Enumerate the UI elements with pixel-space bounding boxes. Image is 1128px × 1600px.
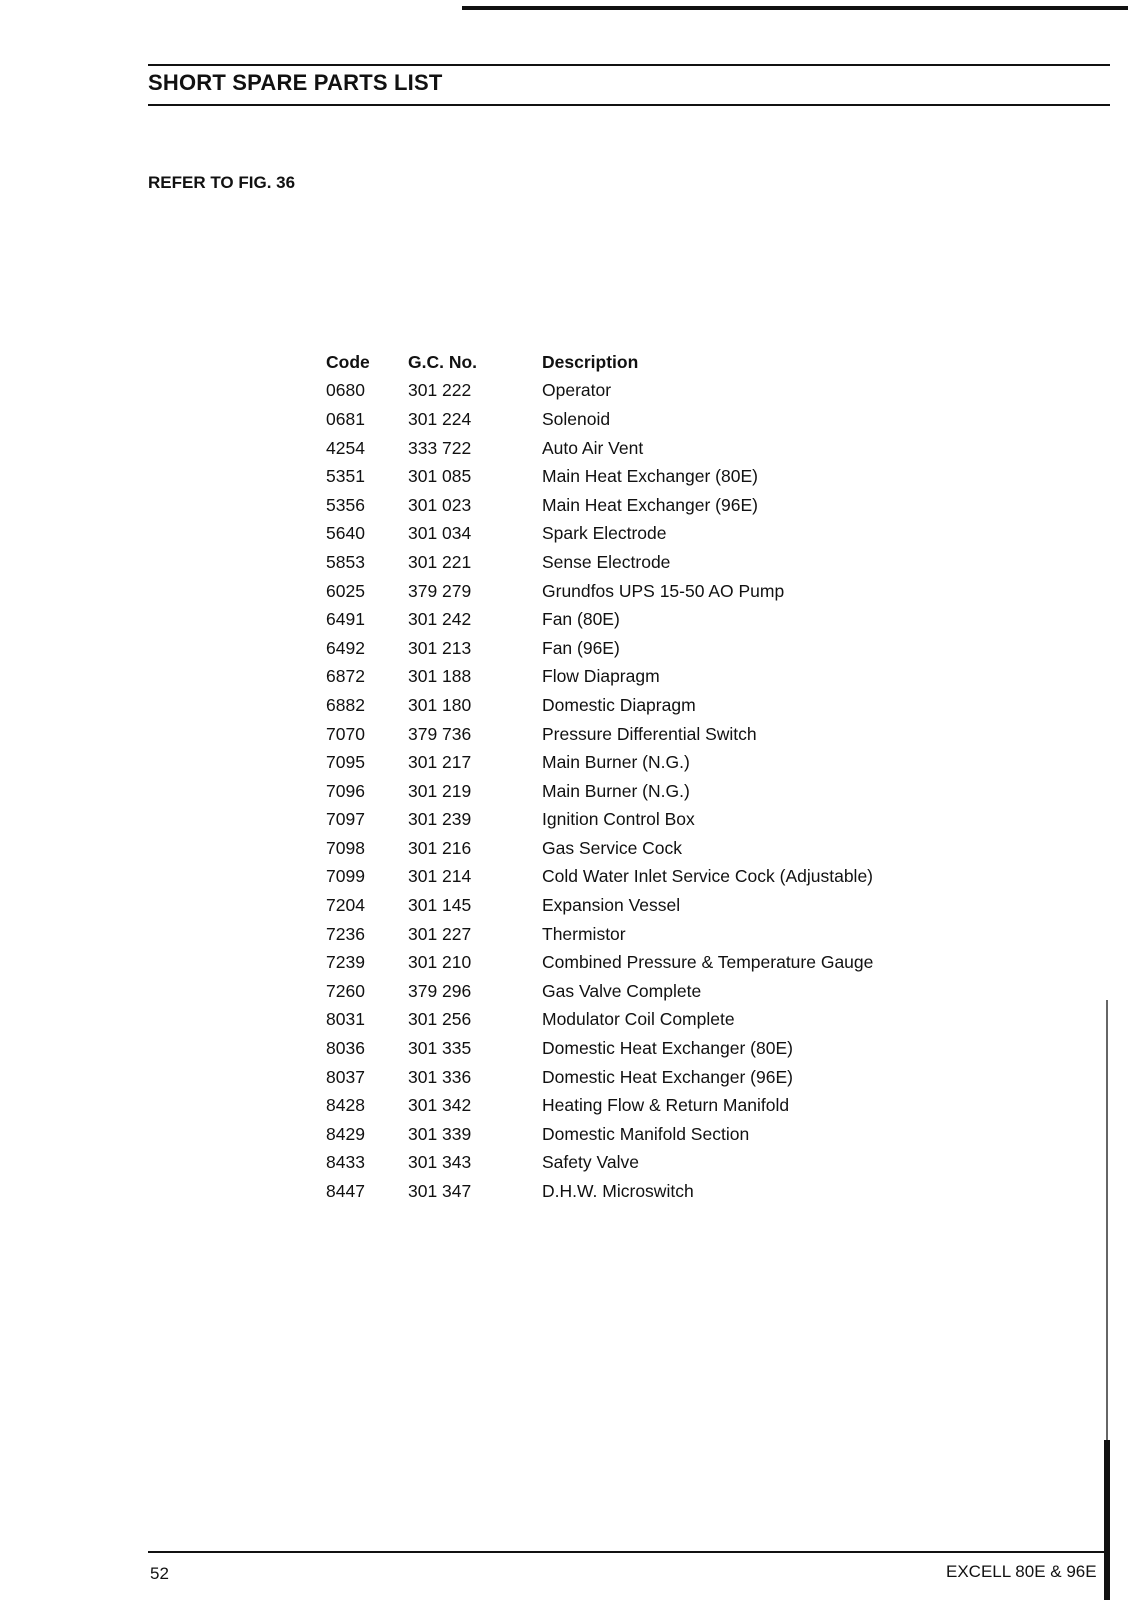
cell-description: Main Heat Exchanger (80E)	[542, 466, 758, 487]
cell-code: 7096	[326, 780, 365, 801]
cell-description: Safety Valve	[542, 1152, 639, 1173]
cell-gc-no: 379 736	[408, 723, 472, 744]
cell-code: 8429	[326, 1123, 365, 1144]
cell-gc-no: 301 217	[408, 752, 472, 773]
cell-gc-no: 301 224	[408, 408, 472, 429]
table-row	[326, 434, 922, 463]
cell-code: 6492	[326, 637, 365, 658]
cell-description: Flow Diapragm	[542, 666, 660, 687]
cell-description: Domestic Heat Exchanger (80E)	[542, 1038, 793, 1059]
column-header-description: Description	[542, 351, 639, 372]
cell-description: Ignition Control Box	[542, 809, 695, 830]
cell-code: 5351	[326, 466, 365, 487]
cell-description: Expansion Vessel	[542, 895, 681, 916]
cell-code: 8447	[326, 1181, 365, 1202]
table-row	[326, 777, 922, 806]
table-row	[326, 520, 922, 549]
cell-description: Gas Service Cock	[542, 837, 683, 858]
table-row	[326, 1063, 922, 1092]
cell-code: 6872	[326, 666, 365, 687]
cell-code: 7097	[326, 809, 365, 830]
cell-description: Heating Flow & Return Manifold	[542, 1095, 790, 1116]
table-row	[326, 977, 922, 1006]
title-rule-top	[148, 64, 1110, 66]
cell-gc-no: 301 221	[408, 551, 472, 572]
cell-description: Fan (96E)	[542, 637, 620, 658]
cell-description: Domestic Diapragm	[542, 694, 696, 715]
table-row	[326, 605, 922, 634]
cell-description: D.H.W. Microswitch	[542, 1181, 694, 1202]
table-row	[326, 920, 922, 949]
column-header-gc-no: G.C. No.	[408, 351, 478, 372]
cell-gc-no: 301 335	[408, 1038, 472, 1059]
footer-rule	[148, 1551, 1108, 1553]
cell-gc-no: 301 242	[408, 609, 472, 630]
cell-code: 8037	[326, 1066, 365, 1087]
cell-code: 8036	[326, 1038, 365, 1059]
title-rule-bottom	[148, 104, 1110, 106]
cell-code: 8433	[326, 1152, 365, 1173]
table-body	[326, 377, 922, 1206]
table-row	[326, 948, 922, 977]
cell-gc-no: 301 256	[408, 1009, 472, 1030]
table-row	[326, 691, 922, 720]
cell-gc-no: 301 213	[408, 637, 472, 658]
table-row	[326, 1091, 922, 1120]
cell-gc-no: 301 188	[408, 666, 472, 687]
table-row	[326, 863, 922, 892]
cell-description: Modulator Coil Complete	[542, 1009, 735, 1030]
table-row	[326, 891, 922, 920]
cell-description: Domestic Manifold Section	[542, 1123, 750, 1144]
table-row	[326, 462, 922, 491]
table-row	[326, 577, 922, 606]
cell-code: 7204	[326, 895, 365, 916]
cell-description: Fan (80E)	[542, 609, 620, 630]
cell-gc-no: 301 210	[408, 952, 472, 973]
spare-parts-table	[326, 348, 922, 1206]
cell-code: 6025	[326, 580, 365, 601]
cell-description: Main Burner (N.G.)	[542, 780, 690, 801]
cell-gc-no: 301 219	[408, 780, 472, 801]
cell-description: Grundfos UPS 15-50 AO Pump	[542, 580, 785, 601]
cell-code: 6882	[326, 694, 365, 715]
page-number: 52	[150, 1564, 169, 1583]
cell-code: 7236	[326, 923, 365, 944]
cell-description: Main Heat Exchanger (96E)	[542, 494, 758, 515]
figure-reference: REFER TO FIG. 36	[148, 173, 296, 192]
table-row	[326, 663, 922, 692]
cell-gc-no: 301 180	[408, 694, 472, 715]
table-row	[326, 377, 922, 406]
cell-description: Pressure Differential Switch	[542, 723, 757, 744]
cell-description: Sense Electrode	[542, 551, 671, 572]
cell-description: Gas Valve Complete	[542, 980, 702, 1001]
page-title: SHORT SPARE PARTS LIST	[148, 70, 443, 95]
cell-gc-no: 301 342	[408, 1095, 472, 1116]
table-row	[326, 1034, 922, 1063]
cell-gc-no: 301 339	[408, 1123, 472, 1144]
cell-gc-no: 301 239	[408, 809, 472, 830]
cell-code: 0681	[326, 408, 365, 429]
table-row	[326, 548, 922, 577]
column-header-code: Code	[326, 351, 370, 372]
scan-edge-mark	[1104, 1440, 1110, 1600]
cell-code: 7260	[326, 980, 365, 1001]
table-row	[326, 1149, 922, 1178]
cell-description: Spark Electrode	[542, 523, 667, 544]
cell-description: Main Burner (N.G.)	[542, 752, 690, 773]
cell-gc-no: 333 722	[408, 437, 472, 458]
top-rule	[462, 6, 1128, 10]
cell-code: 7099	[326, 866, 365, 887]
cell-code: 4254	[326, 437, 365, 458]
cell-code: 5853	[326, 551, 365, 572]
cell-description: Auto Air Vent	[542, 437, 644, 458]
cell-gc-no: 301 336	[408, 1066, 472, 1087]
cell-code: 7098	[326, 837, 365, 858]
cell-gc-no: 379 279	[408, 580, 472, 601]
table-row	[326, 720, 922, 749]
table-row	[326, 1006, 922, 1035]
cell-code: 5356	[326, 494, 365, 515]
cell-gc-no: 379 296	[408, 980, 472, 1001]
cell-code: 6491	[326, 609, 365, 630]
footer-model-name: EXCELL 80E & 96E	[946, 1562, 1097, 1581]
cell-description: Thermistor	[542, 923, 626, 944]
cell-gc-no: 301 145	[408, 895, 472, 916]
cell-code: 5640	[326, 523, 365, 544]
cell-description: Domestic Heat Exchanger (96E)	[542, 1066, 793, 1087]
cell-code: 7095	[326, 752, 365, 773]
cell-gc-no: 301 214	[408, 866, 472, 887]
cell-gc-no: 301 216	[408, 837, 472, 858]
table-row	[326, 806, 922, 835]
cell-gc-no: 301 034	[408, 523, 472, 544]
cell-gc-no: 301 343	[408, 1152, 472, 1173]
cell-code: 8031	[326, 1009, 365, 1030]
cell-gc-no: 301 222	[408, 380, 472, 401]
scan-edge-shadow	[1106, 1000, 1108, 1440]
table-row	[326, 748, 922, 777]
table-header-row	[326, 348, 922, 377]
cell-description: Combined Pressure & Temperature Gauge	[542, 952, 874, 973]
table-row	[326, 634, 922, 663]
table-row	[326, 491, 922, 520]
cell-code: 7070	[326, 723, 365, 744]
cell-description: Cold Water Inlet Service Cock (Adjustable)	[542, 866, 874, 887]
cell-description: Solenoid	[542, 408, 611, 429]
cell-gc-no: 301 085	[408, 466, 472, 487]
cell-description: Operator	[542, 380, 612, 401]
table-row	[326, 1177, 922, 1206]
cell-code: 0680	[326, 380, 365, 401]
table-row	[326, 405, 922, 434]
cell-code: 8428	[326, 1095, 365, 1116]
cell-gc-no: 301 347	[408, 1181, 472, 1202]
cell-gc-no: 301 227	[408, 923, 472, 944]
cell-code: 7239	[326, 952, 365, 973]
table-row	[326, 1120, 922, 1149]
table-row	[326, 834, 922, 863]
cell-gc-no: 301 023	[408, 494, 472, 515]
